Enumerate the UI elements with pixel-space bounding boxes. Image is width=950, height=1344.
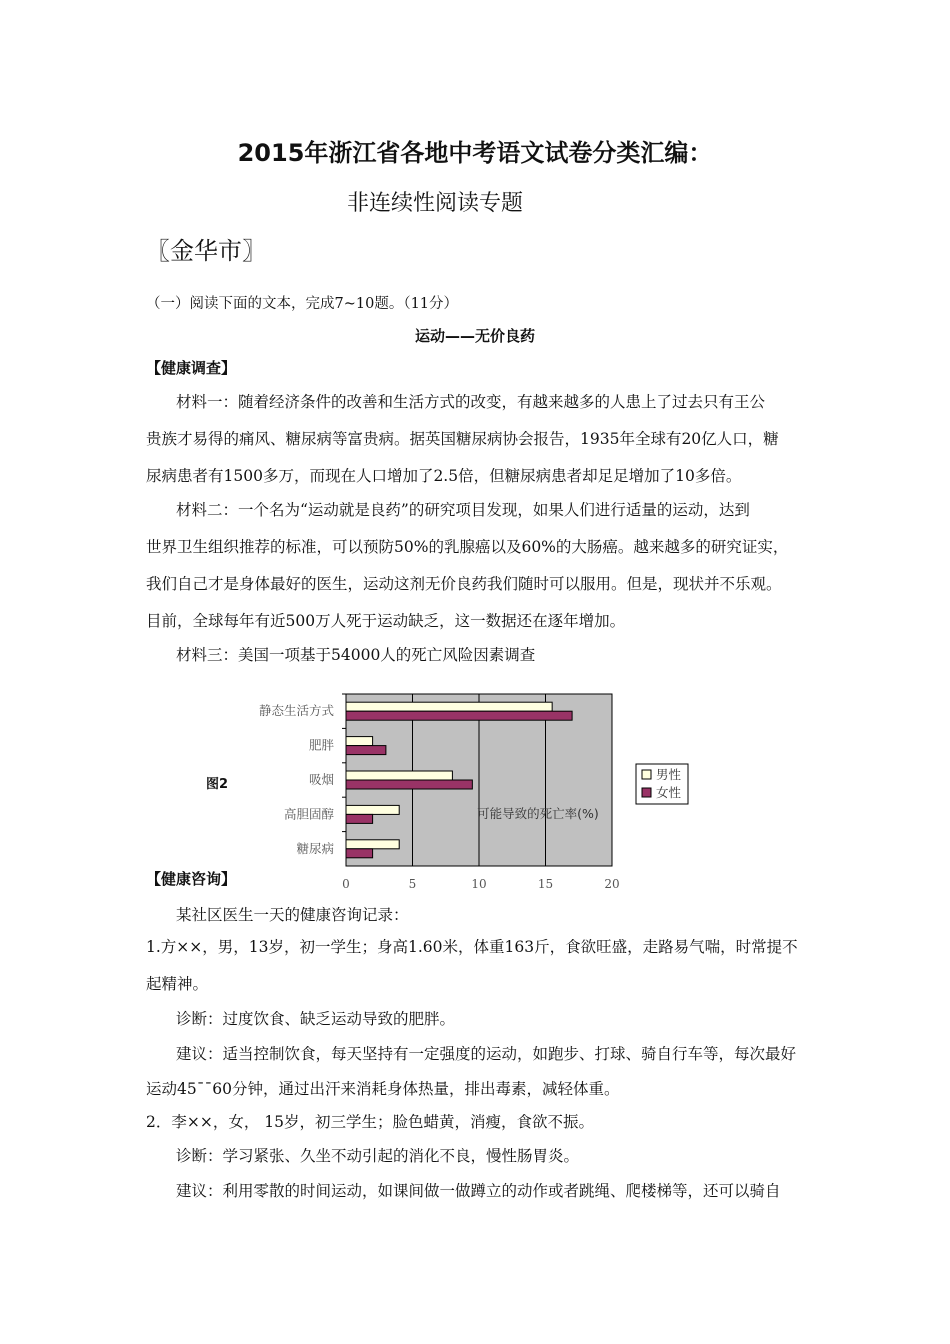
section-survey-heading: 【健康调查】 <box>146 359 237 377</box>
case-1-advice-line-1: 建议：适当控制饮食，每天坚持有一定强度的运动，如跑步、打球、骑自行车等，每次最好 <box>176 1045 797 1063</box>
bar-female <box>346 814 373 823</box>
bar-male <box>346 805 399 814</box>
material-2-line-2: 世界卫生组织推荐的标准，可以预防50%的乳腺癌以及60%的大肠癌。越来越多的研究证实， <box>146 538 789 556</box>
case-2-line-1: 2．李××，女， 15岁，初三学生；脸色蜡黄，消瘦，食欲不振。 <box>146 1113 594 1131</box>
case-1-line-1: 1.方××，男，13岁，初一学生；身高1.60米，体重163斤，食欲旺盛，走路易气喘，时常提不 <box>146 938 798 956</box>
bar-female <box>346 711 572 720</box>
bar-female <box>346 849 373 858</box>
bar-female <box>346 780 472 789</box>
material-1-line-3: 尿病患者有1500多万，而现在人口增加了2.5倍，但糖尿病患者却足足增加了10多倍。 <box>146 467 742 485</box>
material-1-line-1: 材料一：随着经济条件的改善和生活方式的改变，有越来越多的人患上了过去只有王公 <box>176 393 766 411</box>
bar-male <box>346 840 399 849</box>
material-3-heading: 材料三：美国一项基于54000人的死亡风险因素调查 <box>176 646 536 664</box>
y-category-label: 高胆固醇 <box>283 806 334 822</box>
document-subtitle: 非连续性阅读专题 <box>347 191 524 216</box>
section-consult-heading: 【健康咨询】 <box>146 870 237 888</box>
document-title: 2015年浙江省各地中考语文试卷分类汇编： <box>237 139 713 167</box>
question-intro: （一）阅读下面的文本，完成7~10题。（11分） <box>146 296 459 312</box>
case-2-diagnosis: 诊断：学习紧张、久坐不动引起的消化不良，慢性肠胃炎。 <box>176 1147 580 1165</box>
y-category-label: 糖尿病 <box>296 840 334 856</box>
x-tick-label: 15 <box>537 877 554 891</box>
legend-label: 男性 <box>656 767 682 782</box>
legend-label: 女性 <box>656 785 682 800</box>
y-category-label: 吸烟 <box>308 772 334 787</box>
bar-male <box>346 737 373 746</box>
legend-swatch <box>642 770 651 779</box>
x-tick-label: 5 <box>408 877 417 891</box>
material-2-line-1: 材料二：一个名为“运动就是良药”的研究项目发现，如果人们进行适量的运动，达到 <box>176 501 750 519</box>
bar-female <box>346 746 386 755</box>
city-heading: 〖金华市〗 <box>146 237 266 265</box>
x-tick-label: 10 <box>471 877 487 891</box>
bar-male <box>346 702 552 711</box>
x-axis-label: 可能导致的死亡率(%) <box>477 806 599 821</box>
consult-intro: 某社区医生一天的健康咨询记录： <box>176 906 409 924</box>
death-risk-chart <box>200 690 700 900</box>
bar-chart-svg <box>200 690 700 900</box>
case-2-advice-line-1: 建议：利用零散的时间运动，如课间做一做蹲立的动作或者跳绳、爬楼梯等，还可以骑自 <box>176 1182 781 1200</box>
legend-swatch <box>642 788 651 797</box>
x-tick-label: 20 <box>604 877 620 891</box>
article-title: 运动——无价良药 <box>414 327 535 345</box>
material-2-line-3: 我们自己才是身体最好的医生，运动这剂无价良药我们随时可以服用。但是，现状并不乐观。 <box>146 575 782 593</box>
y-category-label: 肥胖 <box>308 737 334 753</box>
x-tick-label: 0 <box>342 877 350 891</box>
case-1-diagnosis: 诊断：过度饮食、缺乏运动导致的肥胖。 <box>176 1010 456 1028</box>
figure-label: 图2 <box>206 777 229 792</box>
y-category-label: 静态生活方式 <box>258 703 334 719</box>
material-2-line-4: 目前，全球每年有近500万人死于运动缺乏，这一数据还在逐年增加。 <box>146 612 626 630</box>
material-1-line-2: 贵族才易得的痛风、糖尿病等富贵病。据英国糖尿病协会报告，1935年全球有20亿人口，糖 <box>146 430 779 448</box>
case-1-line-2: 起精神。 <box>146 975 209 993</box>
bar-male <box>346 771 452 780</box>
case-1-advice-line-2: 运动45¯¯60分钟，通过出汗来消耗身体热量，排出毒素，减轻体重。 <box>146 1080 620 1098</box>
